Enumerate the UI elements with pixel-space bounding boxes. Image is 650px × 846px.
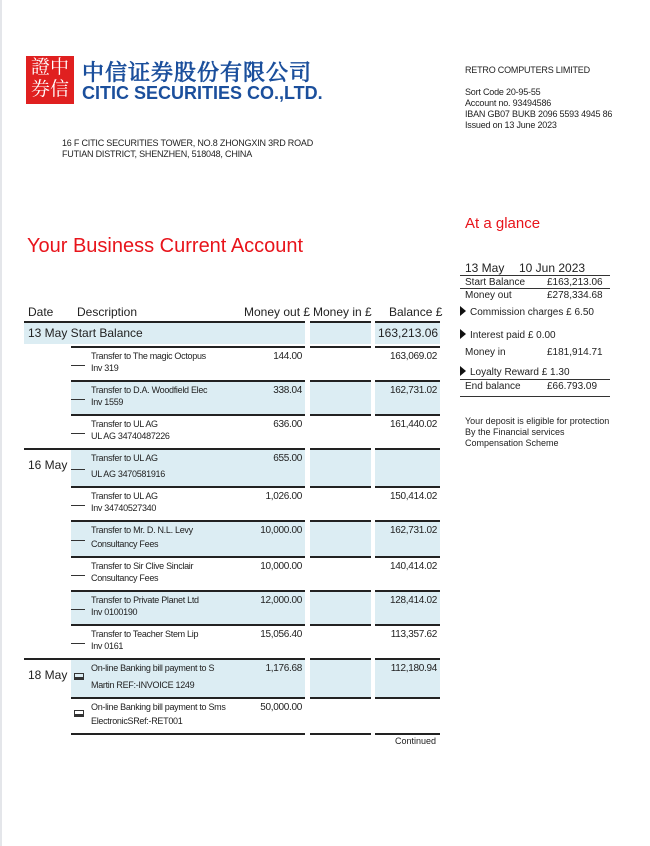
description-line-1: Transfer to UL AG: [91, 453, 158, 463]
col-money-in: Money in £: [313, 305, 372, 319]
citic-logo-seal: 證中 券信: [26, 56, 74, 104]
money-in-cell: [310, 697, 371, 733]
glance-period-end: 10 Jun 2023: [519, 261, 586, 275]
col-money-out: Money out £: [244, 305, 311, 319]
money-in-label: Money in: [465, 347, 506, 358]
description-line-2: Consultancy Fees: [91, 539, 159, 549]
start-balance-label: 13 May Start Balance: [24, 321, 305, 344]
dash-icon: [71, 575, 85, 576]
description-line-2: Inv 1559: [91, 397, 124, 407]
money-out-value: 15,056.40: [260, 629, 302, 640]
description-line-2: Inv 0161: [91, 641, 124, 651]
table-row: [2, 697, 452, 733]
balance-cell: [375, 697, 440, 733]
table-row: [2, 448, 452, 486]
money-in-cell: [310, 556, 371, 590]
description-line-2: Martin REF:-INVOICE 1249: [91, 680, 195, 690]
glance-period-start: 13 May: [465, 261, 505, 275]
money-in-cell: [310, 346, 371, 380]
end-balance-value: £66.793.09: [547, 381, 598, 392]
money-out-value: 144.00: [273, 351, 302, 362]
money-in-cell: [310, 486, 371, 520]
money-out-value: 12,000.00: [260, 595, 302, 606]
issued-date: Issued on 13 June 2023: [465, 120, 557, 130]
table-row: [2, 624, 452, 658]
dash-icon: [71, 643, 85, 644]
glance-title: At a glance: [465, 215, 541, 232]
col-date: Date: [28, 305, 54, 319]
triangle-bullet-icon: [460, 366, 466, 376]
row-date: 18 May: [28, 668, 68, 682]
money-in-cell: [310, 624, 371, 658]
money-in-cell: [310, 520, 371, 556]
loyalty-reward: [460, 366, 570, 378]
balance-value: 140,414.02: [389, 561, 437, 572]
table-row: [2, 346, 452, 380]
money-in-cell: [310, 590, 371, 624]
account-number: Account no. 93494586: [465, 98, 552, 108]
money-out-value: 1,026.00: [265, 491, 302, 502]
protection-note: [465, 416, 609, 449]
balance-value: 128,414.02: [389, 595, 437, 606]
balance-value: 161,440.02: [389, 419, 437, 430]
balance-value: 162,731.02: [389, 525, 437, 536]
dash-icon: [71, 609, 85, 610]
balance-value: 112,180.94: [390, 663, 437, 674]
start-balance-label: Start Balance: [465, 277, 526, 288]
table-row: [2, 486, 452, 520]
dash-icon: [71, 540, 85, 541]
description-line-1: Transfer to Sir Clive Sinclair: [91, 561, 194, 571]
table-row: [2, 520, 452, 556]
description-line-1: Transfer to UL AG: [91, 419, 158, 429]
description-line-2: Consultancy Fees: [91, 573, 159, 583]
balance-value: 163,069.02: [389, 351, 437, 362]
balance-value: 113,357.62: [390, 629, 437, 640]
col-balance: Balance £: [389, 305, 443, 319]
description-line-1: On-line Banking bill payment to S: [91, 663, 215, 673]
table-row: [2, 380, 452, 414]
table-row: [2, 590, 452, 624]
money-out-value: 338.04: [273, 385, 302, 396]
balance-cell: [375, 448, 440, 486]
money-out-value: £278,334.68: [547, 290, 603, 301]
continued-label: Continued: [394, 736, 436, 746]
dash-icon: [71, 505, 85, 506]
address-line-2: FUTIAN DISTRICT, SHENZHEN, 518048, CHINA: [62, 149, 253, 159]
description-line-1: Transfer to Private Planet Ltd: [91, 595, 199, 605]
dash-icon: [71, 469, 85, 470]
description-line-2: UL AG 34740487226: [91, 431, 170, 441]
dash-icon: [71, 433, 85, 434]
money-out-value: 10,000.00: [260, 561, 302, 572]
dash-icon: [71, 365, 85, 366]
interest-text: Interest paid £ 0.00: [470, 330, 556, 341]
money-in-cell: [310, 380, 371, 414]
money-in-cell: [310, 448, 371, 486]
address-line-1: 16 F CITIC SECURITIES TOWER, NO.8 ZHONGXIN 3RD ROAD: [62, 138, 314, 148]
computer-icon: [74, 710, 84, 717]
loyalty-text: Loyalty Reward £ 1.30: [470, 367, 570, 378]
triangle-bullet-icon: [460, 306, 466, 316]
computer-icon: [74, 673, 84, 680]
description-line-1: Transfer to The magic Octopus: [91, 351, 206, 361]
col-description: Description: [77, 305, 138, 319]
money-out-value: 636.00: [273, 419, 302, 430]
start-balance-row: [2, 321, 452, 344]
bank-address: [62, 138, 313, 160]
triangle-bullet-icon: [460, 329, 466, 339]
interest-paid: [460, 329, 556, 341]
protection-line: Your deposit is eligible for protection: [465, 416, 610, 426]
page-title: Your Business Current Account: [27, 235, 304, 257]
money-out-label: Money out: [465, 290, 512, 301]
end-balance-label: End balance: [465, 381, 521, 392]
description-line-2: Inv 319: [91, 363, 119, 373]
description-line-1: Transfer to Teacher Stem Lip: [91, 629, 199, 639]
money-out-value: 1,176.68: [265, 663, 302, 674]
bank-name-en: CITIC SECURITIES CO.,LTD.: [82, 83, 323, 103]
protection-line: Compensation Scheme: [465, 438, 559, 448]
commission-charges: [460, 306, 594, 318]
customer-name: RETRO COMPUTERS LIMITED: [465, 65, 590, 75]
money-in-cell: [310, 414, 371, 448]
description-line-1: On-line Banking bill payment to Sms: [91, 702, 226, 712]
account-details: [465, 87, 612, 131]
bank-name-cn: 中信证券股份有限公司: [82, 61, 313, 86]
table-row: [2, 414, 452, 448]
balance-value: 150,414.02: [389, 491, 437, 502]
description-line-1: Transfer to Mr. D. N.L. Levy: [91, 525, 193, 535]
money-in-cell: [310, 321, 371, 344]
table-row: [2, 556, 452, 590]
description-line-2: ElectronicSRef:-RET001: [91, 716, 183, 726]
description-line-1: Transfer to UL AG: [91, 491, 158, 501]
row-date: 16 May: [28, 458, 68, 472]
money-out-value: 50,000.00: [260, 702, 302, 713]
money-out-value: 10,000.00: [260, 525, 302, 536]
balance-value: 162,731.02: [389, 385, 437, 396]
commission-text: Commission charges £ 6.50: [470, 307, 594, 318]
table-row: [2, 658, 452, 697]
protection-line: By the Financial services: [465, 427, 565, 437]
start-balance-value: £163,213.06: [547, 277, 603, 288]
description-line-1: Transfer to D.A. Woodfield Elec: [91, 385, 208, 395]
description-line-2: Inv 34740527340: [91, 503, 157, 513]
money-out-value: 655.00: [273, 453, 302, 464]
iban: IBAN GB07 BUKB 2096 5593 4945 86: [465, 109, 613, 119]
start-balance-value: 163,213.06: [375, 321, 440, 344]
description-line-2: UL AG 3470581916: [91, 469, 165, 479]
description-line-2: Inv 0100190: [91, 607, 138, 617]
money-in-value: £181,914.71: [547, 347, 603, 358]
money-in-cell: [310, 658, 371, 697]
dash-icon: [71, 399, 85, 400]
sort-code: Sort Code 20-95-55: [465, 87, 541, 97]
